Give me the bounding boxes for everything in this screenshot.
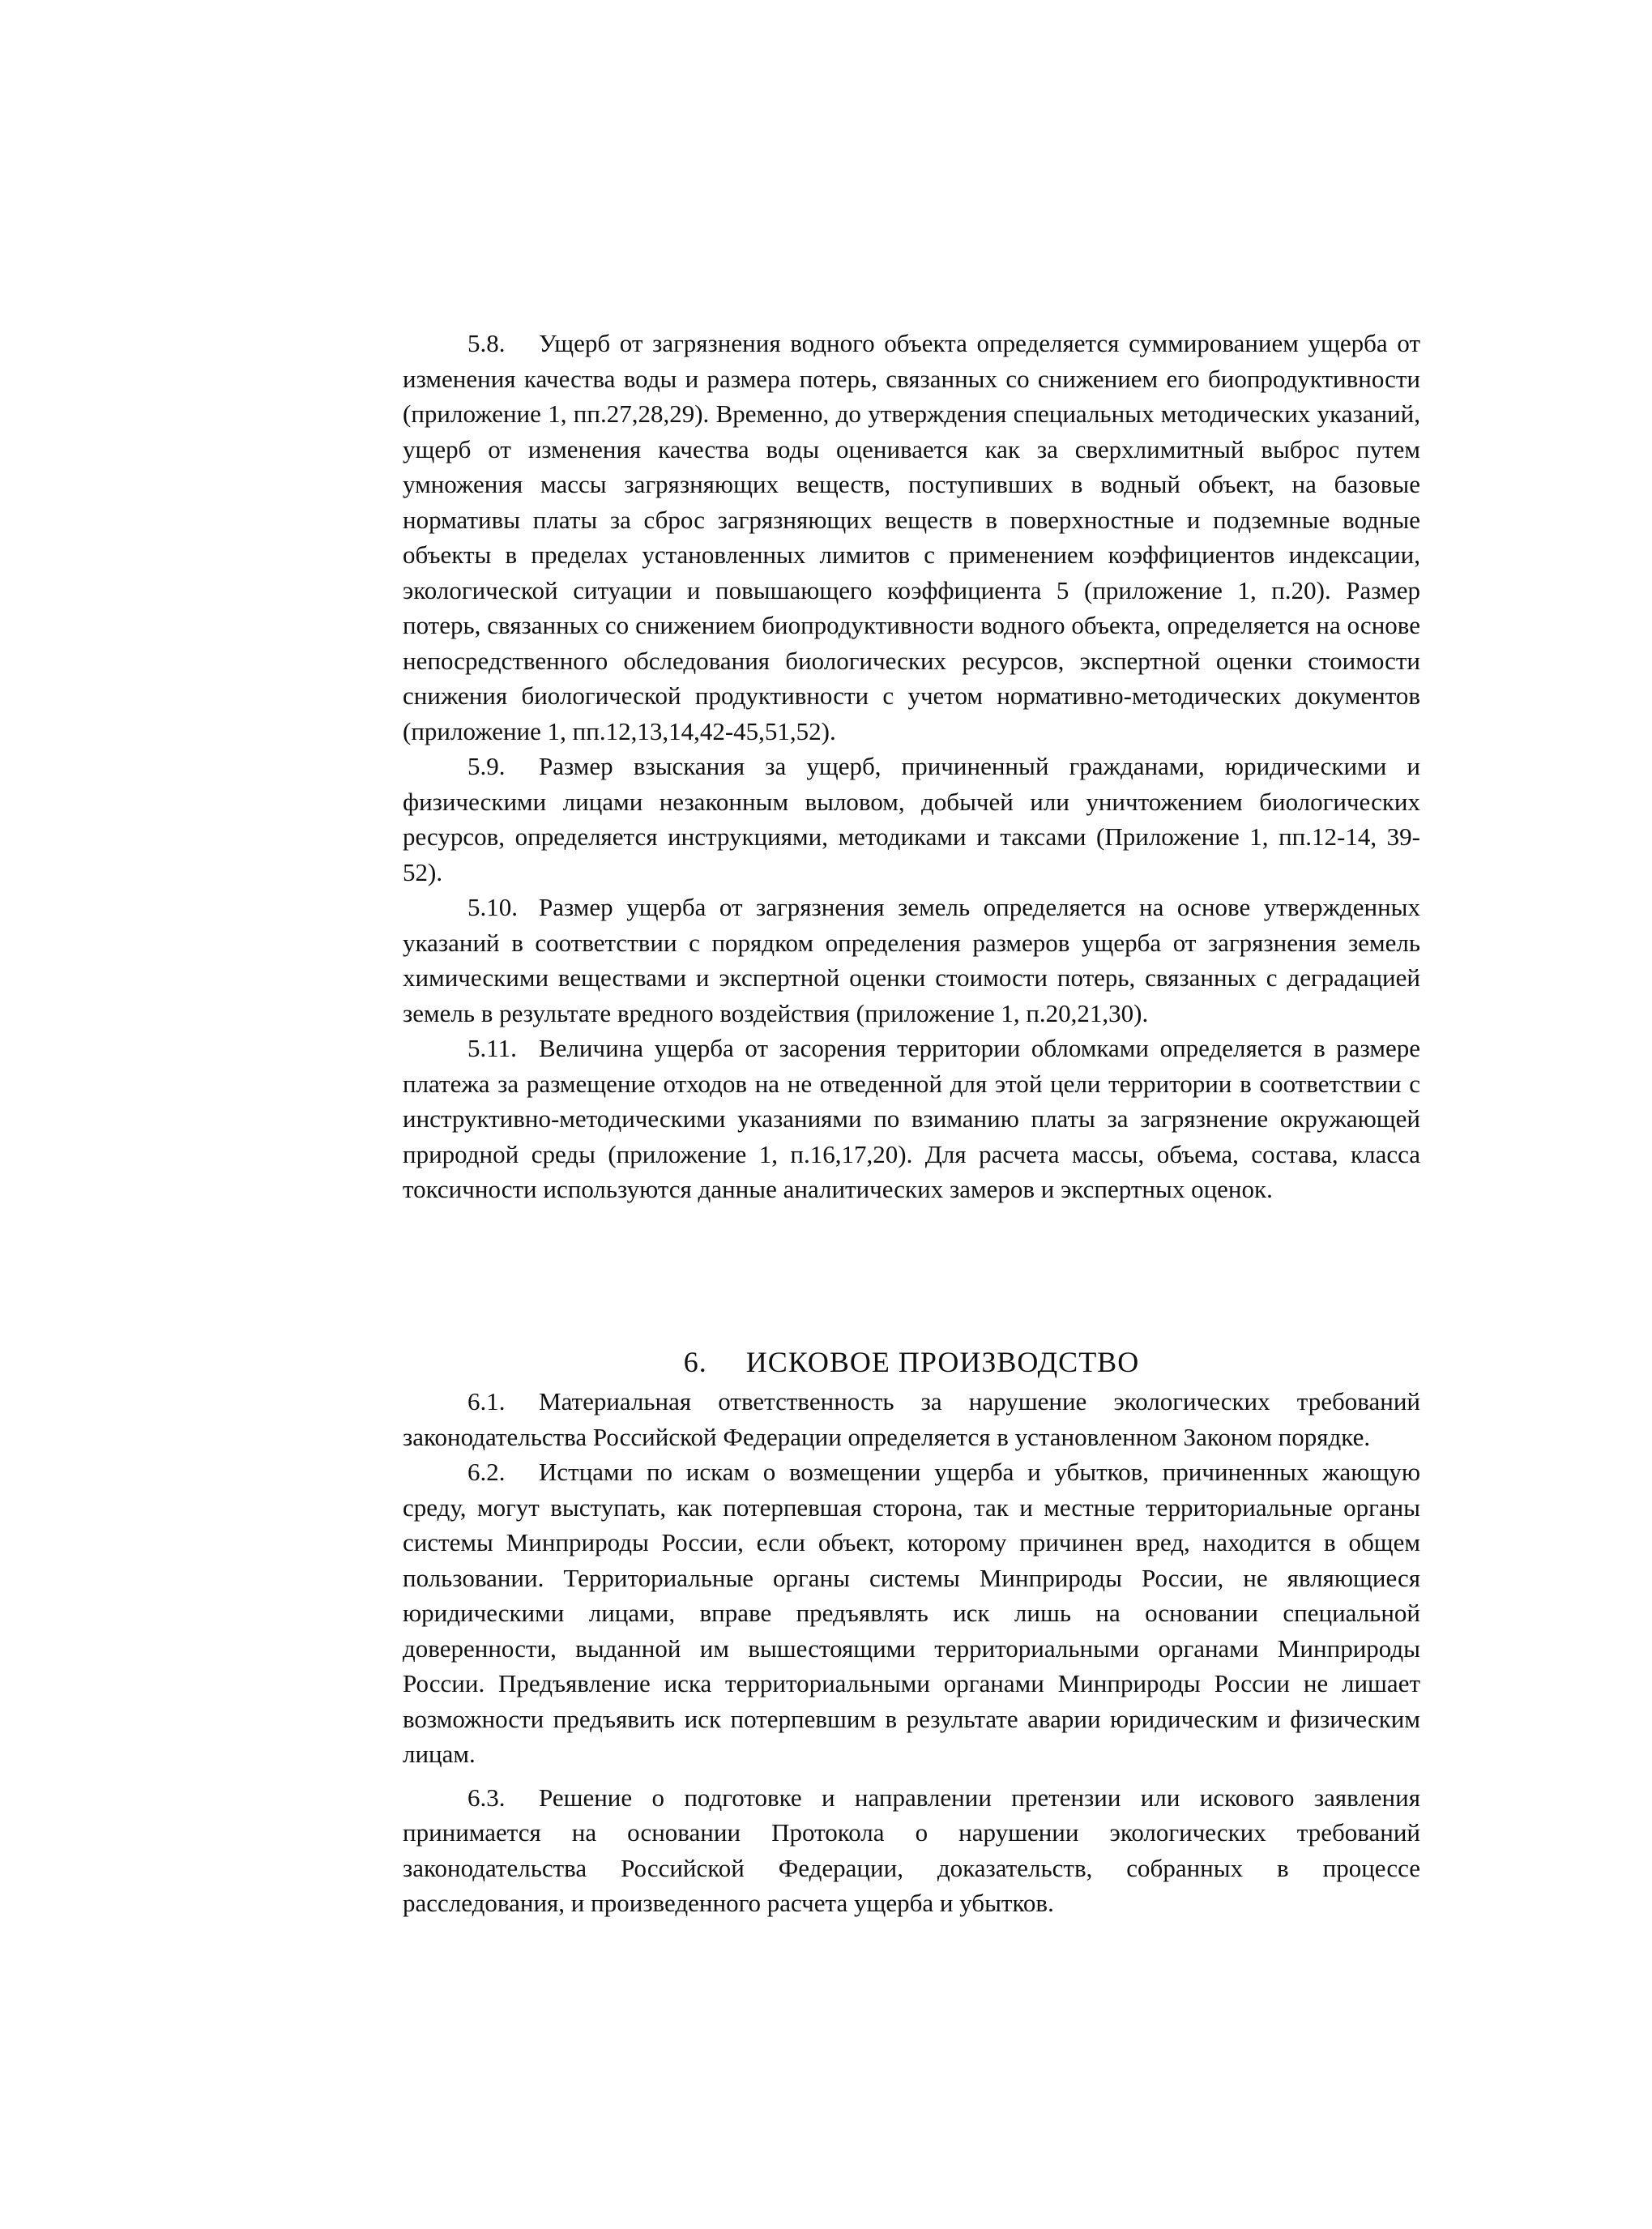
paragraph-text: Размер ущерба от загрязнения земель определяется на основе утвержденных указаний в соответствии с порядком определения размеров ущерба от загрязнения земель химическими веществами и экспертной оценки стоимости потерь, связанных с деградацией земель в результате вредного воздействия (приложение 1, п.20,21,30).: [403, 893, 1420, 1027]
paragraph-5-11: [403, 1031, 1420, 1207]
paragraph-5-9: [403, 749, 1420, 890]
paragraph-text: Ущерб от загрязнения водного объекта определяется суммированием ущерба от изменения качества воды и размера потерь, связанных со снижением его биопродуктивности (приложение 1, пп.27,28,29). Временно, до утверждения специальных методических указаний, ущерб от изменения качества воды оценивается как за сверхлимитный выброс путем умножения массы загрязняющих веществ, поступивших в водный объект, на базовые нормативы платы за сброс загрязняющих веществ в поверхностные и подземные водные объекты в пределах установленных лимитов с применением коэффициентов индексации, экологической ситуации и повышающего коэффициента 5 (приложение 1, п.20). Размер потерь, связанных со снижением биопродуктивности водного объекта, определяется на основе непосредственного обследования биологических ресурсов, экспертной оценки стоимости снижения биологической продуктивности с учетом нормативно-методических документов (приложение 1, пп.12,13,14,42-45,51,52).: [403, 329, 1420, 745]
paragraph-5-10: [403, 890, 1420, 1031]
section-6-body: [403, 1384, 1420, 1921]
paragraph-text: Материальная ответственность за нарушение экологических требований законодательства Российской Федерации определяется в установленном Законом порядке.: [403, 1387, 1420, 1451]
paragraph-text: Истцами по искам о возмещении ущерба и убытков, причиненных жающую среду, могут выступать, как потерпевшая сторона, так и местные территориальные органы системы Минприроды России, если объект, которому причинен вред, находится в общем пользовании. Территориальные органы системы Минприроды России, не являющиеся юридическими лицами, вправе предъявлять иск лишь на основании специальной доверенности, выданной им вышестоящими территориальными органами Минприроды России. Предъявление иска территориальными органами Минприроды России не лишает возможности предъявить иск потерпевшим в результате аварии юридическим и физическим лицам.: [403, 1458, 1420, 1768]
paragraph-number: 6.1.: [467, 1387, 506, 1416]
paragraph-5-8: [403, 326, 1420, 749]
paragraph-number: 5.9.: [467, 752, 506, 780]
paragraph-number: 5.8.: [467, 329, 506, 357]
paragraph-number: 5.10.: [467, 893, 518, 921]
paragraph-text: Решение о подготовке и направлении претензии или искового заявления принимается на основании Протокола о нарушении экологических требований законодательства Российской Федерации, доказательств, собранных в процессе расследования, и произведенного расчета ущерба и убытков.: [403, 1783, 1420, 1917]
heading-number: 6.: [683, 1346, 707, 1378]
paragraph-text: Величина ущерба от засорения территории обломками определяется в размере платежа за размещение отходов на не отведенной для этой цели территории в соответствии с инструктивно-методическими указаниями по взиманию платы за загрязнение окружающей природной среды (приложение 1, п.16,17,20). Для расчета массы, объема, состава, класса токсичности используются данные аналитических замеров и экспертных оценок.: [403, 1034, 1420, 1203]
paragraph-number: 5.11.: [467, 1034, 517, 1062]
paragraph-6-2: [403, 1454, 1420, 1772]
paragraph-6-1: [403, 1384, 1420, 1454]
paragraph-number: 6.2.: [467, 1458, 506, 1486]
section-5-body: [403, 326, 1420, 1207]
section-6-heading: [403, 1345, 1420, 1379]
heading-title: ИСКОВОЕ ПРОИЗВОДСТВО: [745, 1346, 1140, 1378]
paragraph-6-3: [403, 1780, 1420, 1921]
paragraph-text: Размер взыскания за ущерб, причиненный гражданами, юридическими и физическими лицами незаконным выловом, добычей или уничтожением биологических ресурсов, определяется инструкциями, методиками и таксами (Приложение 1, пп.12-14, 39-52).: [403, 752, 1420, 886]
paragraph-number: 6.3.: [467, 1783, 506, 1812]
